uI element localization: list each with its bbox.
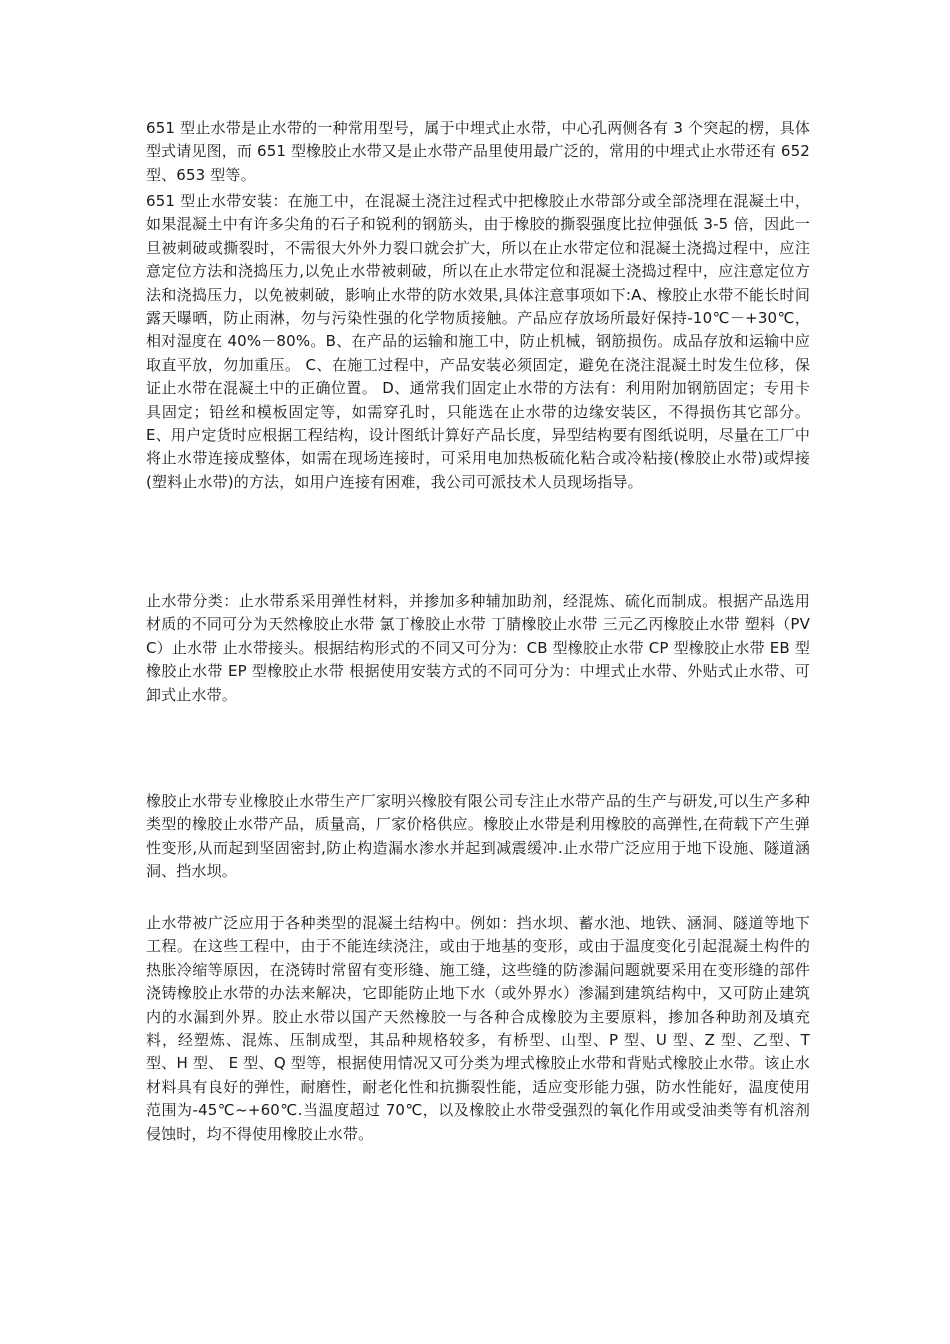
- paragraph-651-intro: 651 型止水带是止水带的一种常用型号，属于中埋式止水带，中心孔两侧各有 3 个突起的楞，具体型式请见图，而 651 型橡胶止水带又是止水带产品里使用最广泛的，常用的中埋式止水带还有 652 型、653 型等。: [146, 119, 810, 184]
- paragraph-manufacturer: 橡胶止水带专业橡胶止水带生产厂家明兴橡胶有限公司专注止水带产品的生产与研发,可以生产多种类型的橡胶止水带产品，质量高，厂家价格供应。橡胶止水带是利用橡胶的高弹性,在荷载下产生弹性变形,从而起到坚固密封,防止构造漏水渗水并起到减震缓冲.止水带广泛应用于地下设施、隧道涵洞、挡水坝。: [146, 792, 810, 881]
- paragraph-applications: 止水带被广泛应用于各种类型的混凝土结构中。例如：挡水坝、蓄水池、地铁、涵洞、隧道等地下工程。在这些工程中，由于不能连续浇注，或由于地基的变形，或由于温度变化引起混凝土构件的热胀冷缩等原因，在浇铸时常留有变形缝、施工缝，这些缝的防渗漏问题就要采用在变形缝的部件浇铸橡胶止水带的办法来解决，它即能防止地下水（或外界水）渗漏到建筑结构中，又可防止建筑内的水漏到外界。胶止水带以国产天然橡胶一与各种合成橡胶为主要原料，掺加各种助剂及填充料，经塑炼、混炼、压制成型，其品种规格较多，有桥型、山型、P 型、U 型、Z 型、乙型、T 型、H 型、 E 型、Q 型等，根据使用情况又可分类为埋式橡胶止水带和背贴式橡胶止水带。该止水材料具有良好的弹性，耐磨性，耐老化性和抗撕裂性能，适应变形能力强，防水性能好，温度使用范围为-45℃~+60℃.当温度超过 70℃，以及橡胶止水带受强烈的氧化作用或受油类等有机溶剂侵蚀时，均不得使用橡胶止水带。: [146, 914, 810, 1143]
- paragraph-651-installation: 651 型止水带安装：在施工中，在混凝土浇注过程式中把橡胶止水带部分或全部浇埋在混凝土中，如果混凝土中有许多尖角的石子和锐利的钢筋头，由于橡胶的撕裂强度比拉伸强低 3-5 倍，因此一旦被刺破或撕裂时，不需很大外外力裂口就会扩大，所以在止水带定位和混凝土浇捣过程中，应注意定位方法和浇捣压力,以免止水带被刺破，所以在止水带定位和混凝土浇捣过程中，应注意定位方法和浇捣压力，以免被刺破，影响止水带的防水效果,具体注意事项如下:A、橡胶止水带不能长时间露天曝晒，防止雨淋，勿与污染性强的化学物质接触。产品应存放场所最好保持-10℃－+30℃，相对湿度在 40%－80%。B、在产品的运输和施工中，防止机械，钢筋损伤。成品存放和运输中应取直平放，勿加重压。 C、在施工过程中，产品安装必须固定，避免在浇注混凝土时发生位移，保证止水带在混凝土中的正确位置。 D、通常我们固定止水带的方法有：利用附加钢筋固定；专用卡具固定；铅丝和模板固定等，如需穿孔时，只能选在止水带的边缘安装区，不得损伤其它部分。 E、用户定货时应根据工程结构，设计图纸计算好产品长度，异型结构要有图纸说明，尽量在工厂中将止水带连接成整体，如需在现场连接时，可采用电加热板硫化粘合或冷粘接(橡胶止水带)或焊接(塑料止水带)的方法，如用户连接有困难，我公司可派技术人员现场指导。: [146, 192, 810, 491]
- paragraph-classification: 止水带分类：止水带系采用弹性材料，并掺加多种辅加助剂，经混炼、硫化而制成。根据产品选用材质的不同可分为天然橡胶止水带 氯丁橡胶止水带 丁腈橡胶止水带 三元乙丙橡胶止水带 塑料（PVC）止水带 止水带接头。根据结构形式的不同又可分为：CB 型橡胶止水带 CP 型橡胶止水带 EB 型橡胶止水带 EP 型橡胶止水带 根据使用安装方式的不同可分为：中埋式止水带、外贴式止水带、可卸式止水带。: [146, 592, 810, 704]
